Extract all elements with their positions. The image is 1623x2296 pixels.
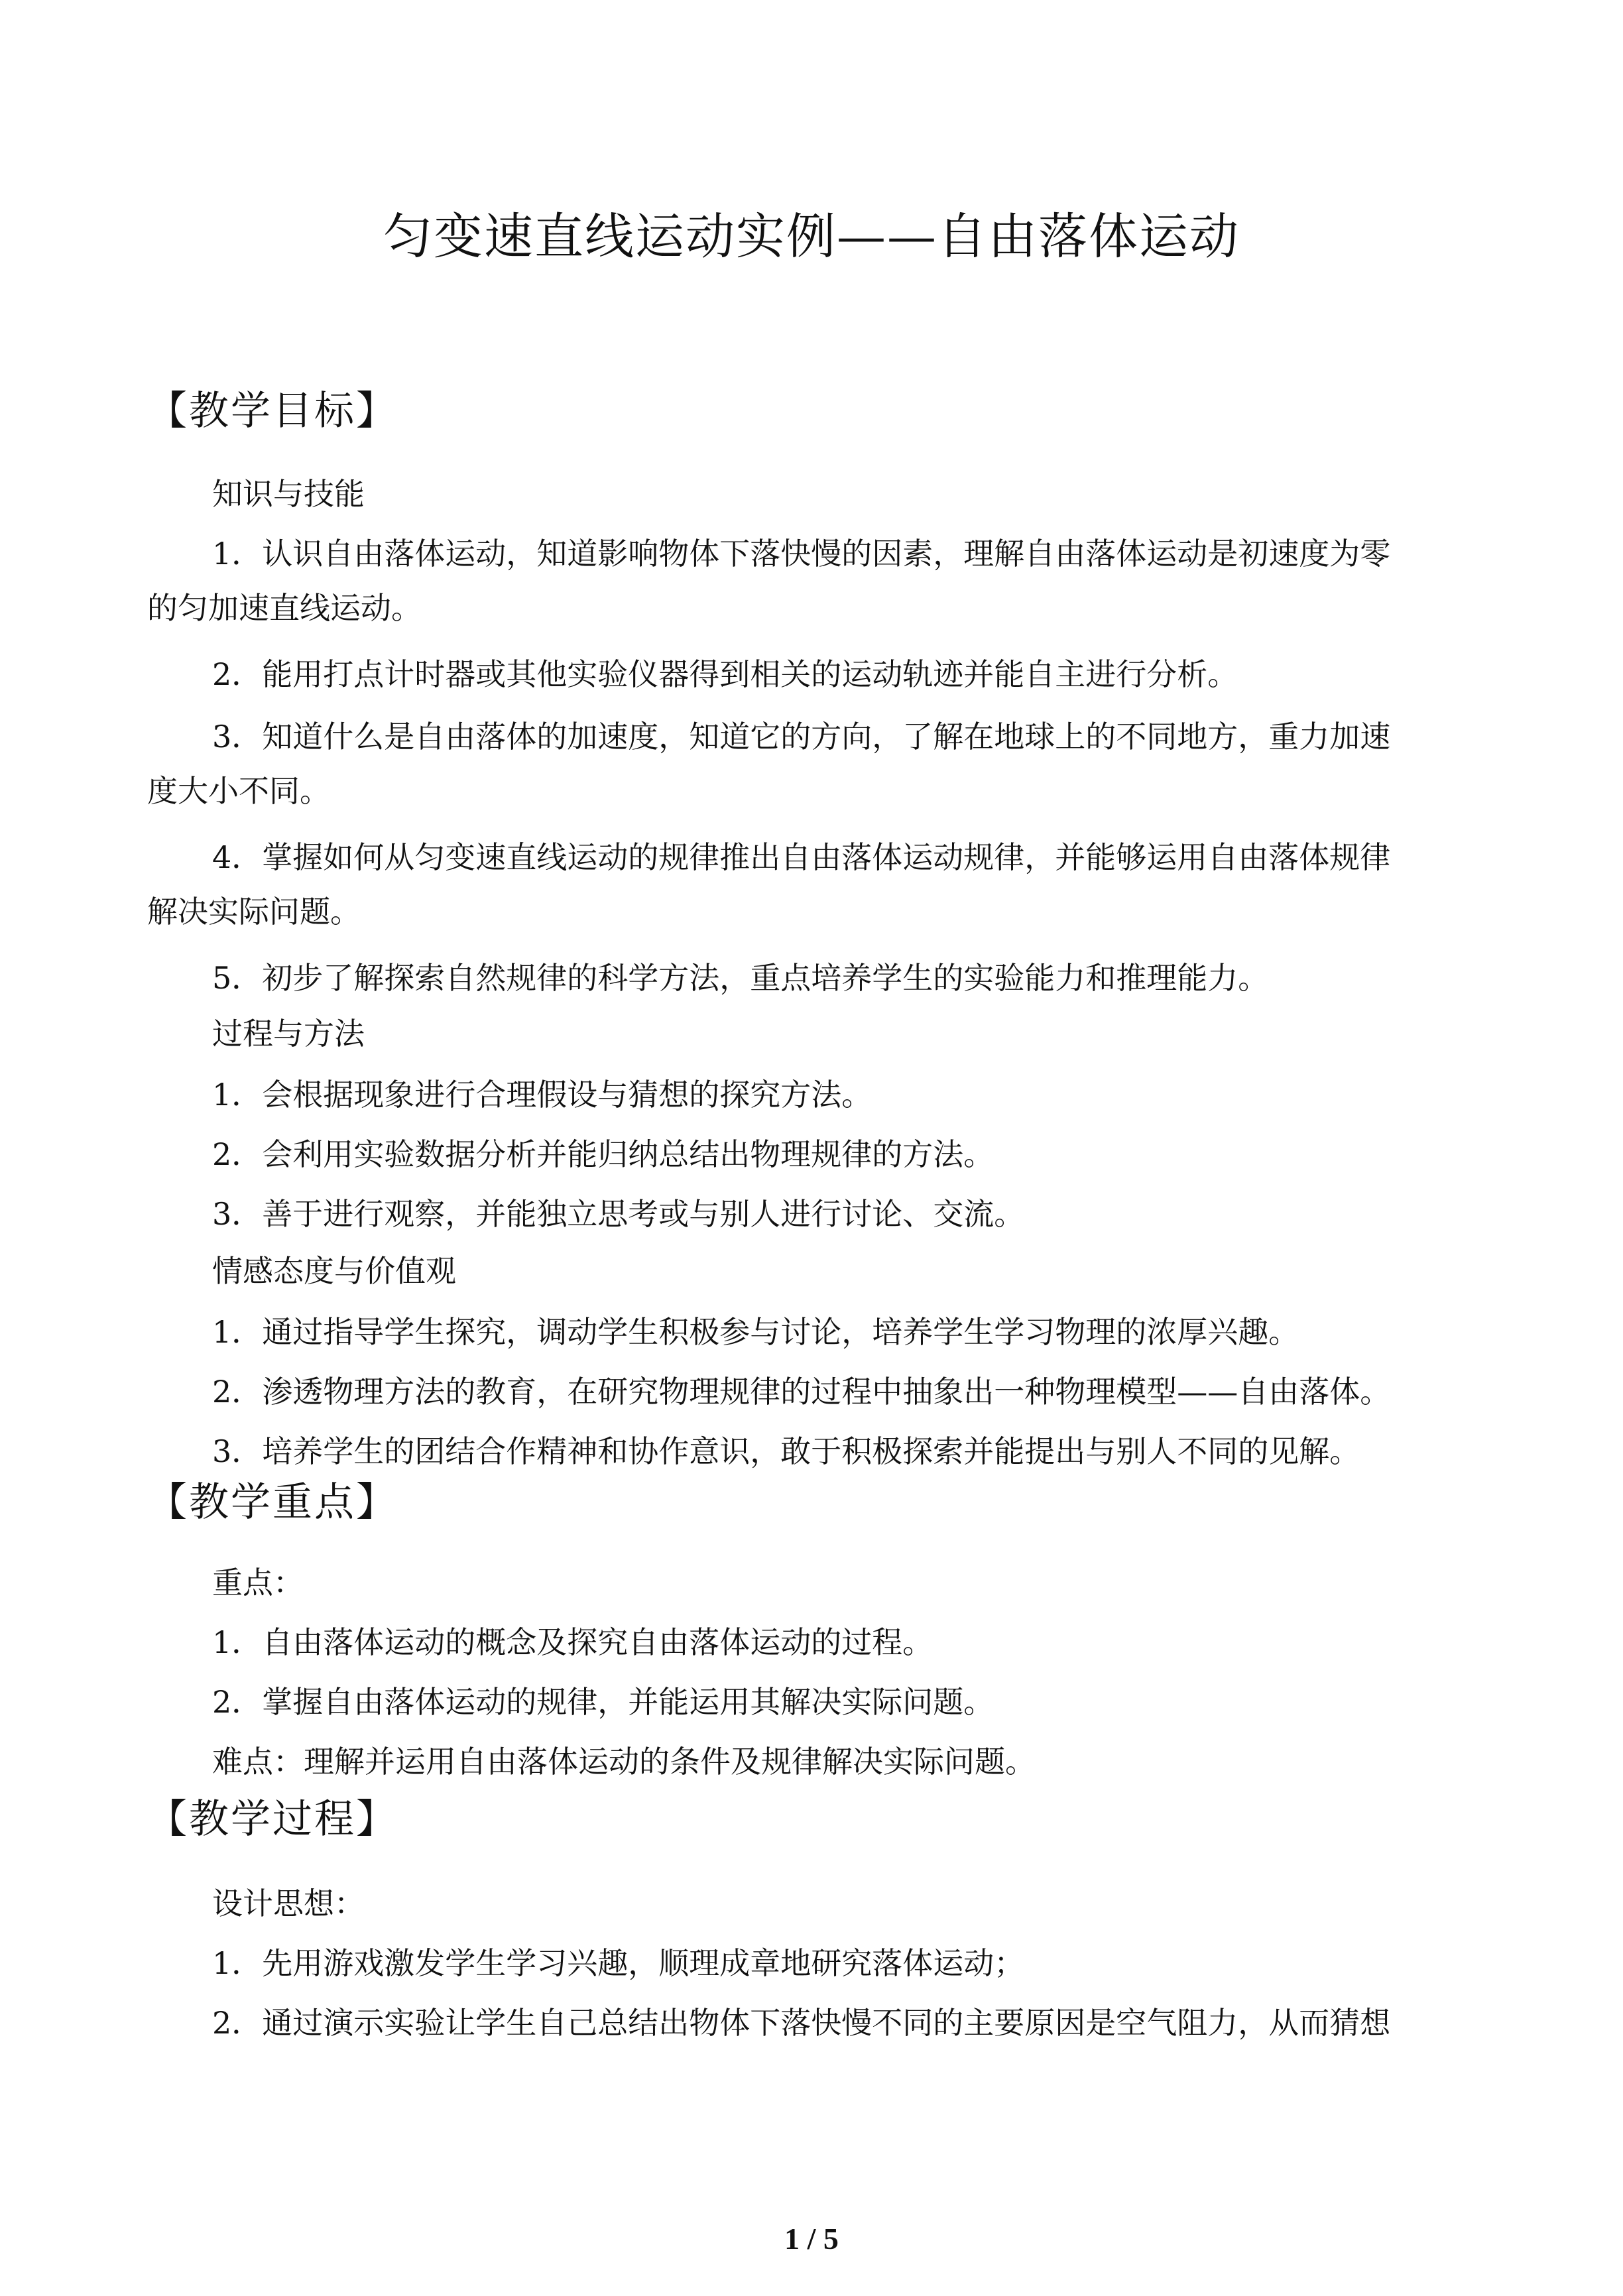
paragraph-line: 1．认识自由落体运动，知道影响物体下落快慢的因素，理解自由落体运动是初速度为零 [212, 536, 1391, 572]
paragraph-line: 1．会根据现象进行合理假设与猜想的探究方法。 [212, 1077, 872, 1113]
paragraph-line: 4．掌握如何从匀变速直线运动的规律推出自由落体运动规律，并能够运用自由落体规律 [212, 839, 1391, 875]
paragraph-line: 的匀加速直线运动。 [147, 590, 422, 626]
paragraph-line: 1．自由落体运动的概念及探究自由落体运动的过程。 [212, 1624, 933, 1660]
paragraph-line: 3．培养学生的团结合作精神和协作意识，敢于积极探索并能提出与别人不同的见解。 [212, 1433, 1360, 1469]
paragraph-line: 2．能用打点计时器或其他实验仪器得到相关的运动轨迹并能自主进行分析。 [212, 656, 1238, 692]
paragraph-line: 2．通过演示实验让学生自己总结出物体下落快慢不同的主要原因是空气阻力，从而猜想 [212, 2005, 1391, 2041]
paragraph-line: 2．掌握自由落体运动的规律，并能运用其解决实际问题。 [212, 1684, 994, 1720]
paragraph-line: 5．初步了解探索自然规律的科学方法，重点培养学生的实验能力和推理能力。 [212, 960, 1269, 996]
section-heading-goals: 【教学目标】 [147, 388, 398, 434]
paragraph-line: 难点：理解并运用自由落体运动的条件及规律解决实际问题。 [212, 1744, 1036, 1780]
subheading-design: 设计思想： [212, 1886, 365, 1921]
paragraph-line: 度大小不同。 [147, 773, 330, 809]
paragraph-line: 3．知道什么是自由落体的加速度，知道它的方向，了解在地球上的不同地方，重力加速 [212, 719, 1391, 755]
subheading-attitude: 情感态度与价值观 [212, 1253, 456, 1289]
paragraph-line: 1．通过指导学生探究，调动学生积极参与讨论，培养学生学习物理的浓厚兴趣。 [212, 1314, 1299, 1350]
section-heading-keypoints: 【教学重点】 [147, 1479, 398, 1526]
paragraph-line: 2．会利用实验数据分析并能归纳总结出物理规律的方法。 [212, 1136, 994, 1172]
subheading-knowledge: 知识与技能 [212, 476, 365, 512]
section-heading-process: 【教学过程】 [147, 1796, 398, 1843]
subheading-focus: 重点： [212, 1565, 304, 1601]
paragraph-line: 解决实际问题。 [147, 894, 361, 930]
paragraph-line: 1．先用游戏激发学生学习兴趣，顺理成章地研究落体运动； [212, 1945, 1025, 1981]
document-title: 匀变速直线运动实例——自由落体运动 [383, 208, 1240, 265]
paragraph-line: 2．渗透物理方法的教育，在研究物理规律的过程中抽象出一种物理模型——自由落体。 [212, 1374, 1391, 1410]
subheading-process-method: 过程与方法 [212, 1016, 365, 1052]
page-number: 1 / 5 [784, 2222, 839, 2256]
paragraph-line: 3．善于进行观察，并能独立思考或与别人进行讨论、交流。 [212, 1196, 1025, 1232]
